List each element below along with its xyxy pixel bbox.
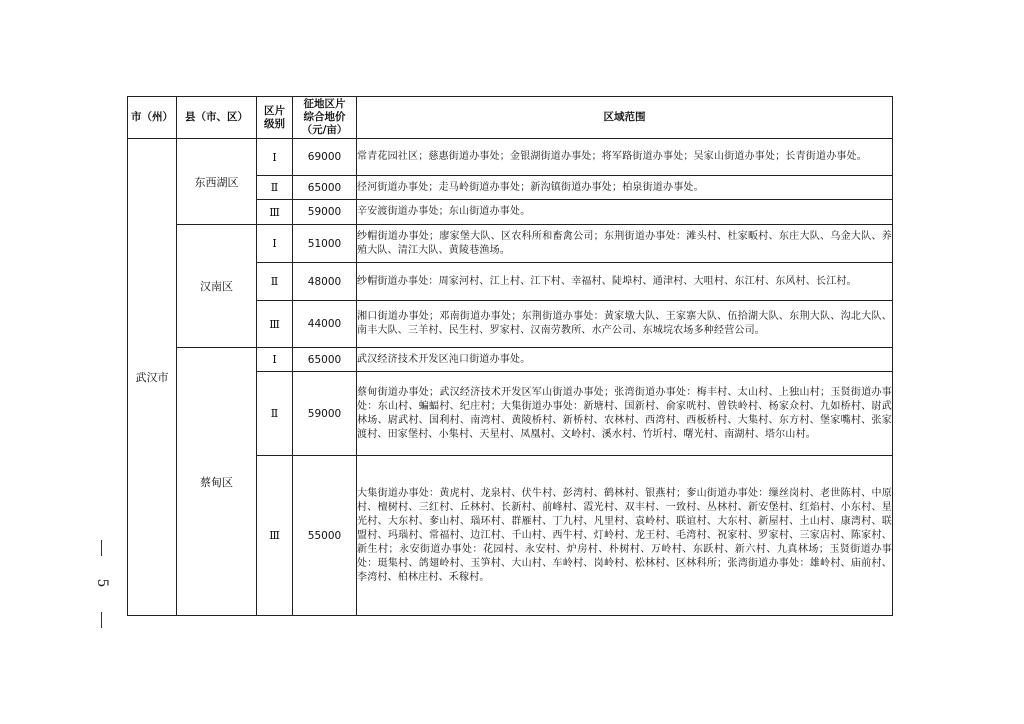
level-cell: Ⅰ bbox=[257, 225, 293, 263]
header-level-line: 级别 bbox=[264, 117, 285, 130]
level-cell: Ⅲ bbox=[257, 456, 293, 616]
price-cell: 55000 bbox=[293, 456, 357, 616]
page-number bbox=[92, 540, 112, 630]
page-number-text: 5 bbox=[94, 578, 110, 588]
page-number-dash bbox=[101, 612, 102, 628]
price-cell: 59000 bbox=[293, 372, 357, 456]
land-price-table-container bbox=[127, 96, 892, 623]
price-cell: 59000 bbox=[293, 200, 357, 225]
price-cell: 48000 bbox=[293, 263, 357, 301]
scope-cell: 大集街道办事处：黄虎村、龙泉村、伏牛村、彭湾村、鹤林村、银燕村；奓山街道办事处：缫丝岗村、老世陈村、中原村、檀树村、三红村、丘林村、长新村、前峰村、霞光村、双丰村、一致村、丛林村、新安堡村、红焰村、小东村、星光村、大东村、奓山村、瑙环村、群雁村、丁九村、凡里村、袁岭村、联谊村、大东村、新屋村、土山村、康湾村、联盟村、玛瑙村、常福村、边江村、千山村、西牛村、灯岭村、龙王村、毛湾村、祝家村、罗家村、三家店村、陈家村、新生村；永安街道办事处：花园村、永安村、炉房村、朴树村、万岭村、东跃村、新六村、九真林场；玉贤街道办事处：珽集村、鸽翅岭村、玉笋村、大山村、车岭村、岗岭村、松林村、区林科所；张湾街道办事处：雄岭村、庙前村、李湾村、柏林庄村、禾稼村。 bbox=[357, 456, 893, 616]
scope-cell: 径河街道办事处；走马岭街道办事处；新沟镇街道办事处；柏泉街道办事处。 bbox=[357, 176, 893, 200]
price-cell: 65000 bbox=[293, 348, 357, 372]
header-scope: 区域范围 bbox=[357, 97, 893, 139]
header-price-line: （元/亩） bbox=[301, 124, 348, 136]
header-price-line: 综合地价 bbox=[303, 111, 346, 123]
table-row bbox=[128, 139, 893, 176]
district-cell: 蔡甸区 bbox=[177, 348, 257, 616]
price-cell: 44000 bbox=[293, 301, 357, 348]
level-cell: Ⅲ bbox=[257, 301, 293, 348]
scope-cell: 蔡甸街道办事处；武汉经济技术开发区军山街道办事处；张湾街道办事处：梅丰村、太山村、上独山村；玉贤街道办事处：东山村、蝙蝠村、纪庄村；大集街道办事处：新塘村、国新村、俞家咣村、曾铁岭村、杨家众村、九如桥村、尉武林场、尉武村、国利村、南湾村、黄陵桥村、新桥村、农林村、西湾村、西板桥村、大集村、东方村、堡家嘴村、张家渡村、田家堡村、小集村、天星村、凤凰村、文岭村、溪水村、竹圻村、曙光村、南湖村、塔尔山村。 bbox=[357, 372, 893, 456]
header-price-line: 征地区片 bbox=[303, 98, 346, 110]
scope-cell: 纱帽街道办事处：周家河村、江上村、江下村、幸福村、陡埠村、通津村、大咀村、东江村、东风村、长江村。 bbox=[357, 263, 893, 301]
level-cell: Ⅱ bbox=[257, 176, 293, 200]
header-level-line: 区片 bbox=[264, 104, 285, 117]
level-cell: Ⅱ bbox=[257, 372, 293, 456]
city-cell: 武汉市 bbox=[128, 139, 177, 616]
scope-cell: 武汉经济技术开发区沌口街道办事处。 bbox=[357, 348, 893, 372]
table-row bbox=[128, 348, 893, 372]
header-county: 县（市、区） bbox=[177, 97, 257, 139]
header-level bbox=[257, 97, 293, 139]
scope-cell: 常青花园社区；慈惠街道办事处；金银湖街道办事处；将军路街道办事处；吴家山街道办事处；长青街道办事处。 bbox=[357, 139, 893, 176]
scope-cell: 辛安渡街道办事处；东山街道办事处。 bbox=[357, 200, 893, 225]
header-price bbox=[293, 97, 357, 139]
scope-cell: 纱帽街道办事处；廖家堡大队、区农科所和畜禽公司；东荆街道办事处：滩头村、杜家畈村、东庄大队、乌金大队、养殖大队、清江大队、黄陵巷渔场。 bbox=[357, 225, 893, 263]
price-cell: 51000 bbox=[293, 225, 357, 263]
header-row bbox=[128, 97, 893, 139]
price-cell: 65000 bbox=[293, 176, 357, 200]
level-cell: Ⅰ bbox=[257, 348, 293, 372]
level-cell: Ⅲ bbox=[257, 200, 293, 225]
table-row bbox=[128, 225, 893, 263]
level-cell: Ⅰ bbox=[257, 139, 293, 176]
level-cell: Ⅱ bbox=[257, 263, 293, 301]
header-city: 市（州） bbox=[128, 97, 177, 139]
scope-cell: 湘口街道办事处；邓南街道办事处；东荆街道办事处：黄家墩大队、王家寨大队、伍拾湖大队、东荆大队、沟北大队、南丰大队、三羊村、民生村、罗家村、汉南劳教所、水产公司、东城垸农场多种经营公司。 bbox=[357, 301, 893, 348]
district-cell: 东西湖区 bbox=[177, 139, 257, 225]
land-price-table bbox=[127, 96, 893, 616]
page-number-dash bbox=[101, 540, 102, 556]
district-cell: 汉南区 bbox=[177, 225, 257, 348]
price-cell: 69000 bbox=[293, 139, 357, 176]
